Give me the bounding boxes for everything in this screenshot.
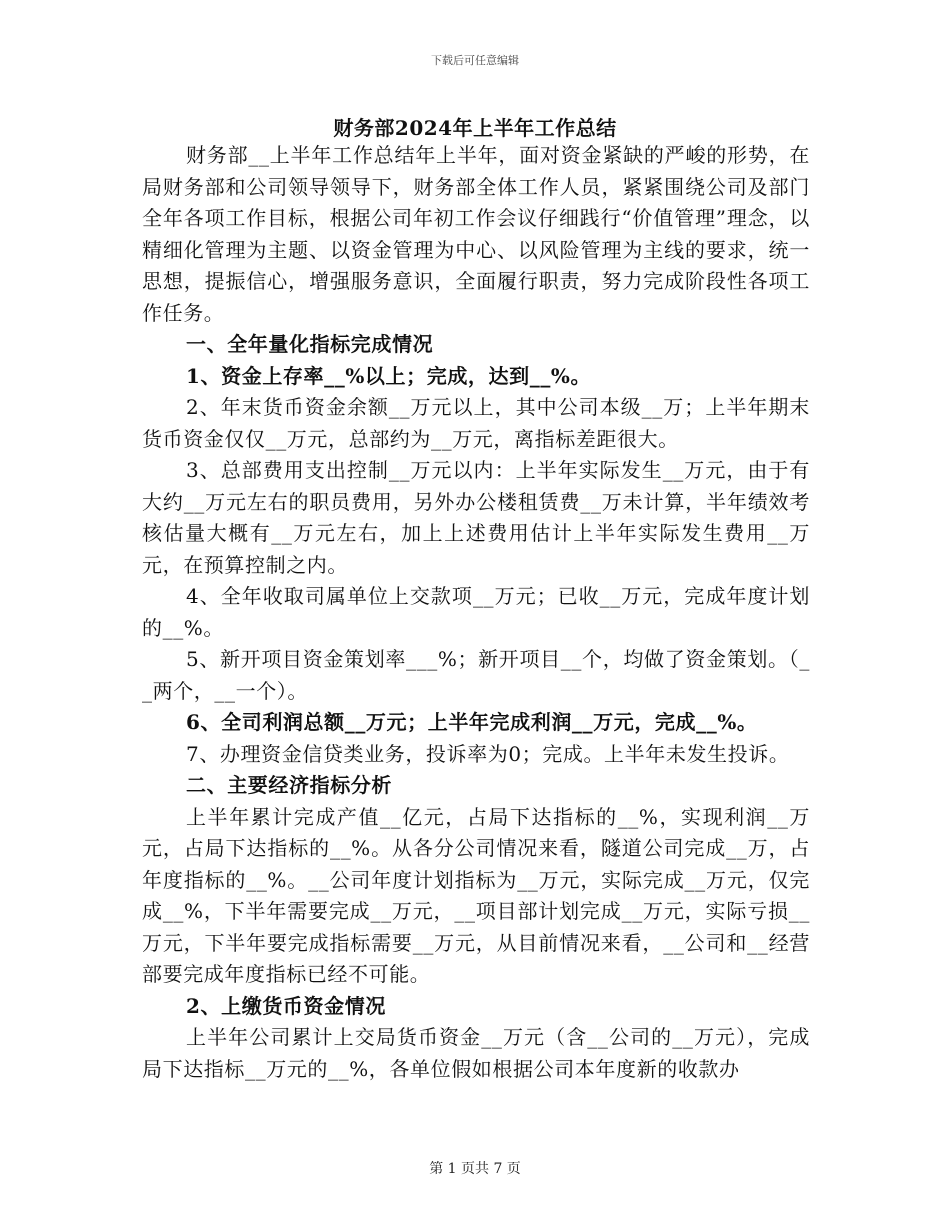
list-item-1: 1、资金上存率__%以上；完成，达到__%。 xyxy=(186,363,592,388)
paragraph-funds: 上半年公司累计上交局货币资金__万元（含__公司的__万元），完成局下达指标__万元的__%，各单位假如根据公司本年度新的收款办 xyxy=(142,1025,810,1081)
document-body xyxy=(142,140,810,1085)
list-item-7: 7、办理资金信贷类业务，投诉率为0；完成。上半年未发生投诉。 xyxy=(186,741,790,766)
document-title: 财务部2024年上半年工作总结 xyxy=(333,116,617,140)
list-item-2: 2、年末货币资金余额__万元以上，其中公司本级__万；上半年期末货币资金仅仅__万元，总部约为__万元，离指标差距很大。 xyxy=(142,395,810,451)
paragraph-analysis: 上半年累计完成产值__亿元，占局下达指标的__%，实现利润__万元，占局下达指标的__%。从各分公司情况来看，隧道公司完成__万，占年度指标的__%。__公司年度计划指标为__万元，实际完成__万元，仅完成__%，下半年需要完成__万元，__项目部计划完成__万元，实际亏损__万元，下半年要完成指标需要__万元，从目前情况来看，__公司和__经营部要完成年度指标已经不可能。 xyxy=(142,804,810,986)
paragraph-intro: 财务部__上半年工作总结年上半年，面对资金紧缺的严峻的形势，在局财务部和公司领导领导下，财务部全体工作人员，紧紧围绕公司及部门全年各项工作目标，根据公司年初工作会议仔细践行“价值管理”理念，以精细化管理为主题、以资金管理为中心、以风险管理为主线的要求，统一思想，提振信心，增强服务意识，全面履行职责，努力完成阶段性各项工作任务。 xyxy=(142,143,810,325)
section-heading-2: 二、主要经济指标分析 xyxy=(186,773,392,797)
page-number-footer: 第 1 页共 7 页 xyxy=(429,1161,521,1177)
list-item-4: 4、全年收取司属单位上交款项__万元；已收__万元，完成年度计划的__%。 xyxy=(142,584,810,640)
list-item-3: 3、总部费用支出控制__万元以内：上半年实际发生__万元，由于有大约__万元左右的职员费用，另外办公楼租赁费__万未计算，半年绩效考核估量大概有__万元左右，加上上述费用估计上半年实际发生费用__万元，在预算控制之内。 xyxy=(142,458,810,577)
section-heading-1: 一、全年量化指标完成情况 xyxy=(186,332,434,356)
subsection-heading-2: 2、上缴货币资金情况 xyxy=(186,993,386,1018)
list-item-5: 5、新开项目资金策划率___%；新开项目__个，均做了资金策划。（__两个，__一个）。 xyxy=(142,647,810,703)
list-item-6: 6、全司利润总额__万元；上半年完成利润__万元，完成__%。 xyxy=(186,710,758,734)
header-note: 下载后可任意编辑 xyxy=(431,54,519,67)
